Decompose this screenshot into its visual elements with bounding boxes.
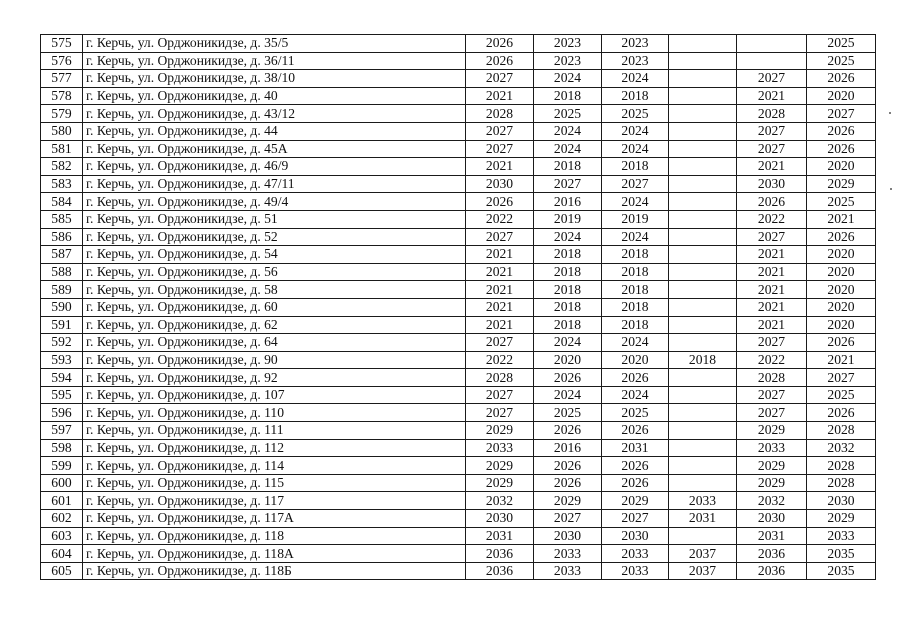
year-cell: 2027 (534, 175, 602, 193)
table-row (41, 457, 876, 475)
table-row (41, 175, 876, 193)
row-number-cell: 576 (41, 52, 83, 70)
year-cell: 2018 (534, 281, 602, 299)
address-cell: г. Керчь, ул. Орджоникидзе, д. 58 (83, 281, 466, 299)
year-cell: 2022 (466, 351, 534, 369)
year-cell: 2021 (737, 316, 807, 334)
year-cell: 2031 (737, 527, 807, 545)
year-cell: 2026 (737, 193, 807, 211)
year-cell: 2021 (737, 87, 807, 105)
year-cell: 2021 (737, 158, 807, 176)
year-cell: 2033 (737, 439, 807, 457)
year-cell: 2027 (466, 228, 534, 246)
year-cell (669, 35, 737, 53)
row-number-cell: 597 (41, 422, 83, 440)
row-number-cell: 595 (41, 386, 83, 404)
year-cell: 2024 (602, 193, 669, 211)
year-cell: 2035 (807, 562, 876, 580)
year-cell: 2028 (737, 105, 807, 123)
year-cell (669, 70, 737, 88)
year-cell: 2027 (737, 228, 807, 246)
address-cell: г. Керчь, ул. Орджоникидзе, д. 43/12 (83, 105, 466, 123)
row-number-cell: 579 (41, 105, 83, 123)
table-row (41, 35, 876, 53)
address-cell: г. Керчь, ул. Орджоникидзе, д. 112 (83, 439, 466, 457)
year-cell: 2023 (534, 52, 602, 70)
year-cell: 2021 (466, 263, 534, 281)
year-cell: 2018 (534, 87, 602, 105)
row-number-cell: 585 (41, 210, 83, 228)
scan-speck (889, 112, 891, 114)
year-cell: 2028 (807, 457, 876, 475)
year-cell: 2033 (466, 439, 534, 457)
address-cell: г. Керчь, ул. Орджоникидзе, д. 62 (83, 316, 466, 334)
year-cell: 2024 (602, 70, 669, 88)
year-cell: 2033 (602, 562, 669, 580)
year-cell: 2037 (669, 562, 737, 580)
year-cell (669, 140, 737, 158)
year-cell: 2027 (602, 175, 669, 193)
year-cell: 2023 (602, 35, 669, 53)
year-cell: 2020 (807, 87, 876, 105)
table-row (41, 404, 876, 422)
year-cell: 2025 (602, 404, 669, 422)
year-cell: 2023 (602, 52, 669, 70)
address-cell: г. Керчь, ул. Орджоникидзе, д. 47/11 (83, 175, 466, 193)
year-cell: 2032 (466, 492, 534, 510)
year-cell (669, 334, 737, 352)
year-cell: 2016 (534, 193, 602, 211)
row-number-cell: 587 (41, 246, 83, 264)
row-number-cell: 588 (41, 263, 83, 281)
address-cell: г. Керчь, ул. Орджоникидзе, д. 44 (83, 122, 466, 140)
table-row (41, 510, 876, 528)
table-row (41, 545, 876, 563)
year-cell: 2018 (602, 298, 669, 316)
year-cell: 2027 (737, 386, 807, 404)
row-number-cell: 586 (41, 228, 83, 246)
year-cell (669, 404, 737, 422)
year-cell: 2036 (737, 562, 807, 580)
year-cell: 2018 (602, 87, 669, 105)
year-cell (669, 281, 737, 299)
year-cell: 2026 (466, 35, 534, 53)
year-cell: 2024 (602, 122, 669, 140)
year-cell: 2021 (737, 298, 807, 316)
year-cell: 2030 (737, 175, 807, 193)
row-number-cell: 583 (41, 175, 83, 193)
table-row (41, 334, 876, 352)
table-row (41, 193, 876, 211)
year-cell: 2022 (737, 210, 807, 228)
year-cell: 2029 (534, 492, 602, 510)
table-row (41, 422, 876, 440)
year-cell (669, 87, 737, 105)
year-cell: 2029 (807, 175, 876, 193)
year-cell: 2018 (602, 281, 669, 299)
year-cell (669, 457, 737, 475)
year-cell: 2027 (737, 70, 807, 88)
table-row (41, 369, 876, 387)
year-cell: 2033 (807, 527, 876, 545)
year-cell: 2033 (534, 545, 602, 563)
year-cell: 2025 (602, 105, 669, 123)
year-cell: 2016 (534, 439, 602, 457)
year-cell: 2021 (466, 87, 534, 105)
year-cell: 2026 (534, 369, 602, 387)
year-cell: 2020 (602, 351, 669, 369)
year-cell: 2026 (602, 422, 669, 440)
year-cell: 2026 (807, 228, 876, 246)
year-cell: 2031 (669, 510, 737, 528)
address-cell: г. Керчь, ул. Орджоникидзе, д. 107 (83, 386, 466, 404)
year-cell (669, 527, 737, 545)
year-cell: 2024 (534, 334, 602, 352)
year-cell: 2033 (669, 492, 737, 510)
year-cell: 2033 (534, 562, 602, 580)
year-cell: 2026 (534, 422, 602, 440)
year-cell (669, 369, 737, 387)
row-number-cell: 593 (41, 351, 83, 369)
table-row (41, 105, 876, 123)
year-cell: 2029 (466, 457, 534, 475)
address-cell: г. Керчь, ул. Орджоникидзе, д. 56 (83, 263, 466, 281)
year-cell: 2020 (534, 351, 602, 369)
year-cell: 2029 (602, 492, 669, 510)
year-cell: 2029 (466, 422, 534, 440)
year-cell: 2021 (466, 316, 534, 334)
year-cell: 2018 (534, 298, 602, 316)
year-cell: 2035 (807, 545, 876, 563)
year-cell: 2029 (466, 474, 534, 492)
table-row (41, 87, 876, 105)
year-cell (669, 474, 737, 492)
year-cell: 2027 (466, 386, 534, 404)
year-cell: 2031 (602, 439, 669, 457)
year-cell: 2021 (737, 281, 807, 299)
table-row (41, 386, 876, 404)
year-cell: 2028 (466, 105, 534, 123)
year-cell: 2018 (534, 246, 602, 264)
address-cell: г. Керчь, ул. Орджоникидзе, д. 118 (83, 527, 466, 545)
year-cell: 2027 (466, 404, 534, 422)
year-cell: 2025 (807, 386, 876, 404)
year-cell: 2029 (737, 422, 807, 440)
address-cell: г. Керчь, ул. Орджоникидзе, д. 117А (83, 510, 466, 528)
year-cell: 2029 (807, 510, 876, 528)
row-number-cell: 594 (41, 369, 83, 387)
year-cell: 2021 (807, 351, 876, 369)
year-cell: 2022 (466, 210, 534, 228)
year-cell: 2019 (602, 210, 669, 228)
row-number-cell: 584 (41, 193, 83, 211)
year-cell: 2027 (466, 122, 534, 140)
address-cell: г. Керчь, ул. Орджоникидзе, д. 54 (83, 246, 466, 264)
year-cell: 2036 (466, 562, 534, 580)
row-number-cell: 602 (41, 510, 83, 528)
year-cell (669, 386, 737, 404)
year-cell (737, 52, 807, 70)
row-number-cell: 601 (41, 492, 83, 510)
year-cell: 2024 (534, 228, 602, 246)
year-cell: 2024 (602, 228, 669, 246)
year-cell: 2028 (737, 369, 807, 387)
year-cell: 2018 (602, 246, 669, 264)
row-number-cell: 599 (41, 457, 83, 475)
year-cell: 2028 (807, 474, 876, 492)
year-cell: 2030 (466, 175, 534, 193)
table-row (41, 527, 876, 545)
table-body (41, 35, 876, 580)
year-cell: 2021 (466, 281, 534, 299)
year-cell (669, 158, 737, 176)
year-cell: 2030 (807, 492, 876, 510)
year-cell (669, 105, 737, 123)
year-cell (669, 193, 737, 211)
address-cell: г. Керчь, ул. Орджоникидзе, д. 118А (83, 545, 466, 563)
address-cell: г. Керчь, ул. Орджоникидзе, д. 117 (83, 492, 466, 510)
address-cell: г. Керчь, ул. Орджоникидзе, д. 40 (83, 87, 466, 105)
year-cell (669, 52, 737, 70)
year-cell: 2036 (466, 545, 534, 563)
table-row (41, 562, 876, 580)
row-number-cell: 578 (41, 87, 83, 105)
table-row (41, 210, 876, 228)
year-cell: 2018 (534, 158, 602, 176)
year-cell: 2020 (807, 263, 876, 281)
year-cell: 2026 (807, 404, 876, 422)
row-number-cell: 580 (41, 122, 83, 140)
year-cell: 2026 (602, 474, 669, 492)
table-row (41, 70, 876, 88)
year-cell: 2025 (807, 35, 876, 53)
row-number-cell: 589 (41, 281, 83, 299)
address-cell: г. Керчь, ул. Орджоникидзе, д. 115 (83, 474, 466, 492)
address-cell: г. Керчь, ул. Орджоникидзе, д. 114 (83, 457, 466, 475)
year-cell: 2025 (534, 404, 602, 422)
year-cell: 2020 (807, 281, 876, 299)
year-cell: 2036 (737, 545, 807, 563)
row-number-cell: 605 (41, 562, 83, 580)
year-cell: 2023 (534, 35, 602, 53)
year-cell: 2027 (466, 70, 534, 88)
row-number-cell: 591 (41, 316, 83, 334)
year-cell: 2021 (466, 298, 534, 316)
year-cell (669, 175, 737, 193)
year-cell (669, 122, 737, 140)
table-row (41, 351, 876, 369)
year-cell: 2032 (737, 492, 807, 510)
year-cell: 2024 (534, 140, 602, 158)
year-cell: 2024 (602, 334, 669, 352)
year-cell (669, 246, 737, 264)
year-cell: 2027 (534, 510, 602, 528)
year-cell: 2026 (807, 122, 876, 140)
year-cell: 2027 (737, 404, 807, 422)
table-row (41, 158, 876, 176)
year-cell: 2018 (534, 316, 602, 334)
year-cell: 2030 (602, 527, 669, 545)
table-row (41, 246, 876, 264)
year-cell (669, 263, 737, 281)
table-row (41, 140, 876, 158)
year-cell: 2024 (534, 122, 602, 140)
year-cell: 2024 (534, 386, 602, 404)
year-cell: 2018 (669, 351, 737, 369)
table-row (41, 316, 876, 334)
year-cell: 2020 (807, 316, 876, 334)
row-number-cell: 596 (41, 404, 83, 422)
year-cell: 2021 (737, 263, 807, 281)
year-cell: 2026 (807, 140, 876, 158)
address-cell: г. Керчь, ул. Орджоникидзе, д. 49/4 (83, 193, 466, 211)
year-cell: 2027 (737, 122, 807, 140)
year-cell: 2027 (807, 105, 876, 123)
year-cell: 2026 (534, 457, 602, 475)
table-row (41, 122, 876, 140)
year-cell: 2027 (602, 510, 669, 528)
table-row (41, 298, 876, 316)
year-cell (737, 35, 807, 53)
table-row (41, 439, 876, 457)
year-cell (669, 439, 737, 457)
year-cell: 2018 (534, 263, 602, 281)
year-cell: 2026 (807, 70, 876, 88)
year-cell: 2026 (807, 334, 876, 352)
year-cell: 2024 (602, 140, 669, 158)
year-cell: 2021 (466, 158, 534, 176)
row-number-cell: 582 (41, 158, 83, 176)
year-cell: 2019 (534, 210, 602, 228)
table-row (41, 492, 876, 510)
row-number-cell: 598 (41, 439, 83, 457)
year-cell: 2018 (602, 158, 669, 176)
year-cell: 2021 (807, 210, 876, 228)
scan-speck (890, 188, 892, 190)
year-cell: 2030 (737, 510, 807, 528)
year-cell: 2026 (466, 193, 534, 211)
year-cell (669, 316, 737, 334)
address-cell: г. Керчь, ул. Орджоникидзе, д. 46/9 (83, 158, 466, 176)
year-cell: 2026 (602, 369, 669, 387)
year-cell: 2027 (466, 140, 534, 158)
year-cell: 2027 (737, 334, 807, 352)
year-cell: 2024 (602, 386, 669, 404)
address-cell: г. Керчь, ул. Орджоникидзе, д. 60 (83, 298, 466, 316)
address-cell: г. Керчь, ул. Орджоникидзе, д. 36/11 (83, 52, 466, 70)
table-row (41, 281, 876, 299)
year-cell: 2026 (534, 474, 602, 492)
year-cell: 2022 (737, 351, 807, 369)
address-cell: г. Керчь, ул. Орджоникидзе, д. 35/5 (83, 35, 466, 53)
year-cell: 2021 (466, 246, 534, 264)
table-row (41, 228, 876, 246)
address-cell: г. Керчь, ул. Орджоникидзе, д. 38/10 (83, 70, 466, 88)
row-number-cell: 604 (41, 545, 83, 563)
year-cell: 2030 (466, 510, 534, 528)
table-row (41, 52, 876, 70)
year-cell: 2021 (737, 246, 807, 264)
address-cell: г. Керчь, ул. Орджоникидзе, д. 64 (83, 334, 466, 352)
year-cell (669, 298, 737, 316)
year-cell (669, 210, 737, 228)
year-cell: 2027 (466, 334, 534, 352)
year-cell: 2028 (466, 369, 534, 387)
address-cell: г. Керчь, ул. Орджоникидзе, д. 111 (83, 422, 466, 440)
address-cell: г. Керчь, ул. Орджоникидзе, д. 92 (83, 369, 466, 387)
year-cell: 2030 (534, 527, 602, 545)
year-cell: 2029 (737, 474, 807, 492)
year-cell: 2027 (737, 140, 807, 158)
year-cell: 2032 (807, 439, 876, 457)
year-cell: 2025 (807, 52, 876, 70)
address-cell: г. Керчь, ул. Орджоникидзе, д. 90 (83, 351, 466, 369)
row-number-cell: 592 (41, 334, 83, 352)
year-cell: 2037 (669, 545, 737, 563)
year-cell: 2020 (807, 298, 876, 316)
year-cell (669, 422, 737, 440)
row-number-cell: 577 (41, 70, 83, 88)
year-cell: 2033 (602, 545, 669, 563)
year-cell: 2024 (534, 70, 602, 88)
year-cell: 2018 (602, 316, 669, 334)
row-number-cell: 590 (41, 298, 83, 316)
table-row (41, 474, 876, 492)
row-number-cell: 581 (41, 140, 83, 158)
year-cell: 2026 (466, 52, 534, 70)
year-cell: 2027 (807, 369, 876, 387)
address-cell: г. Керчь, ул. Орджоникидзе, д. 110 (83, 404, 466, 422)
year-cell: 2025 (807, 193, 876, 211)
year-cell: 2020 (807, 246, 876, 264)
year-cell (669, 228, 737, 246)
year-cell: 2029 (737, 457, 807, 475)
year-cell: 2020 (807, 158, 876, 176)
row-number-cell: 603 (41, 527, 83, 545)
address-cell: г. Керчь, ул. Орджоникидзе, д. 51 (83, 210, 466, 228)
year-cell: 2028 (807, 422, 876, 440)
year-cell: 2031 (466, 527, 534, 545)
year-cell: 2026 (602, 457, 669, 475)
row-number-cell: 600 (41, 474, 83, 492)
year-cell: 2018 (602, 263, 669, 281)
address-cell: г. Керчь, ул. Орджоникидзе, д. 118Б (83, 562, 466, 580)
address-cell: г. Керчь, ул. Орджоникидзе, д. 45А (83, 140, 466, 158)
housing-repair-schedule-table (40, 34, 876, 580)
year-cell: 2025 (534, 105, 602, 123)
table-row (41, 263, 876, 281)
address-cell: г. Керчь, ул. Орджоникидзе, д. 52 (83, 228, 466, 246)
row-number-cell: 575 (41, 35, 83, 53)
